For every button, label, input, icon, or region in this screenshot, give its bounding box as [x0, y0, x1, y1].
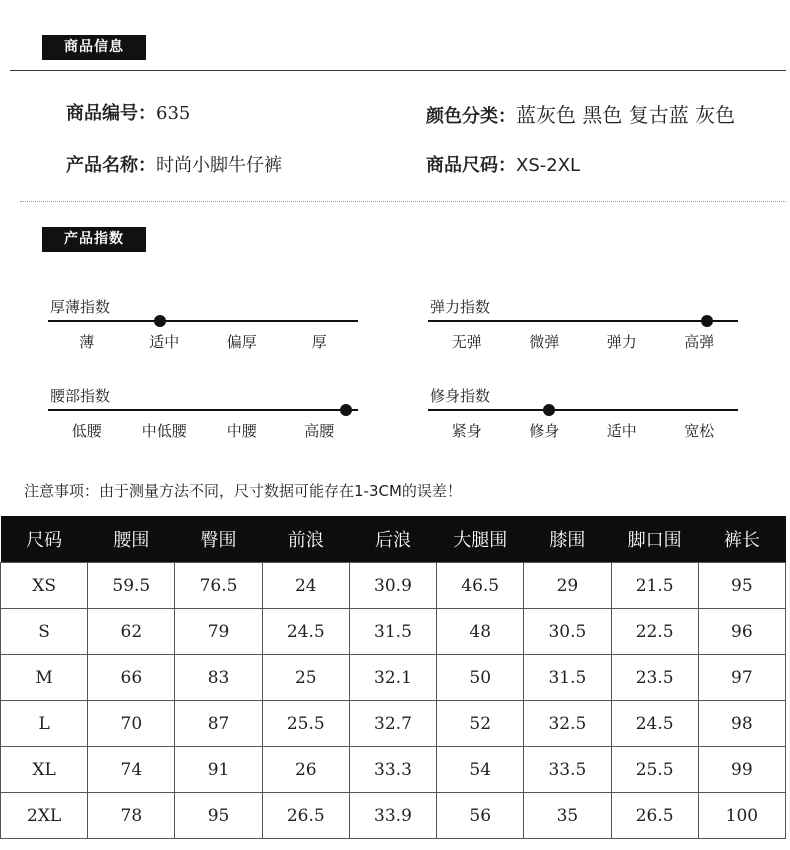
- table-cell: 59.5: [88, 563, 175, 609]
- index-waist-option: 中低腰: [141, 422, 187, 440]
- header-cell: 脚口围: [611, 516, 698, 563]
- table-cell: 56: [437, 793, 524, 839]
- table-cell: XL: [1, 747, 88, 793]
- table-cell: 33.9: [349, 793, 436, 839]
- table-cell: 74: [88, 747, 175, 793]
- index-elasticity-option: 高弹: [684, 333, 715, 351]
- table-cell: 22.5: [611, 609, 698, 655]
- table-cell: 95: [698, 563, 785, 609]
- table-cell: 96: [698, 609, 785, 655]
- table-row: [1, 701, 786, 747]
- section-title-product-index: 产品指数: [42, 227, 146, 252]
- table-cell: 26.5: [262, 793, 349, 839]
- table-cell: 32.1: [349, 655, 436, 701]
- index-thickness-option: 薄: [79, 333, 95, 351]
- index-waist-line: [48, 409, 358, 411]
- table-cell: 25.5: [611, 747, 698, 793]
- table-cell: 24.5: [262, 609, 349, 655]
- table-cell: 30.5: [524, 609, 611, 655]
- index-fit: [428, 385, 738, 445]
- section-title-product-info: 商品信息: [42, 35, 146, 60]
- header-cell: 后浪: [349, 516, 436, 563]
- table-row: [1, 609, 786, 655]
- table-cell: 66: [88, 655, 175, 701]
- index-waist-marker: [340, 404, 352, 416]
- table-cell: 32.5: [524, 701, 611, 747]
- table-cell: 23.5: [611, 655, 698, 701]
- table-cell: 26: [262, 747, 349, 793]
- table-cell: 29: [524, 563, 611, 609]
- index-elasticity-option: 微弹: [529, 333, 560, 351]
- header-cell: 大腿围: [437, 516, 524, 563]
- table-row: [1, 655, 786, 701]
- color-category-label: 颜色分类：: [426, 106, 516, 127]
- index-fit-option: 紧身: [451, 422, 482, 440]
- table-cell: 46.5: [437, 563, 524, 609]
- table-cell: 25.5: [262, 701, 349, 747]
- table-cell: 31.5: [524, 655, 611, 701]
- table-cell: 91: [175, 747, 262, 793]
- product-code-label: 商品编号：: [66, 103, 156, 124]
- table-cell: 83: [175, 655, 262, 701]
- header-cell: 腰围: [88, 516, 175, 563]
- table-row: [1, 563, 786, 609]
- index-fit-option: 宽松: [684, 422, 715, 440]
- index-fit-title: 修身指数: [430, 387, 491, 405]
- table-cell: 24: [262, 563, 349, 609]
- index-elasticity-marker: [701, 315, 713, 327]
- index-elasticity-option: 无弹: [451, 333, 482, 351]
- index-thickness-option: 厚: [311, 333, 327, 351]
- table-cell: 32.7: [349, 701, 436, 747]
- table-cell: 54: [437, 747, 524, 793]
- product-size-value: XS-2XL: [516, 155, 581, 176]
- table-cell: 79: [175, 609, 262, 655]
- index-thickness-line: [48, 320, 358, 322]
- table-cell: L: [1, 701, 88, 747]
- table-cell: 78: [88, 793, 175, 839]
- header-cell: 尺码: [1, 516, 88, 563]
- table-row: [1, 747, 786, 793]
- index-waist-option: 高腰: [304, 422, 335, 440]
- table-cell: 30.9: [349, 563, 436, 609]
- header-cell: 裤长: [698, 516, 785, 563]
- table-row: [1, 793, 786, 839]
- index-elasticity-title: 弹力指数: [430, 298, 491, 316]
- index-fit-marker: [543, 404, 555, 416]
- header-cell: 膝围: [524, 516, 611, 563]
- header-cell: 前浪: [262, 516, 349, 563]
- table-cell: 33.5: [524, 747, 611, 793]
- section-divider: [10, 70, 786, 71]
- index-elasticity-option: 弹力: [606, 333, 637, 351]
- measurement-note: 注意事项：由于测量方法不同，尺寸数据可能存在1-3CM的误差！: [24, 482, 462, 500]
- color-category: [426, 99, 735, 128]
- index-thickness-option: 适中: [149, 333, 180, 351]
- index-elasticity: [428, 296, 738, 356]
- product-size-label: 商品尺码：: [426, 155, 516, 176]
- index-thickness: [48, 296, 358, 356]
- table-cell: XS: [1, 563, 88, 609]
- table-cell: 99: [698, 747, 785, 793]
- product-name-value: 时尚小脚牛仔裤: [156, 155, 282, 176]
- index-waist-option: 低腰: [71, 422, 102, 440]
- table-cell: 24.5: [611, 701, 698, 747]
- product-name: [66, 151, 282, 177]
- color-category-value: 蓝灰色 黑色 复古蓝 灰色: [516, 103, 736, 127]
- index-waist: [48, 385, 358, 445]
- index-elasticity-line: [428, 320, 738, 322]
- table-cell: S: [1, 609, 88, 655]
- index-fit-option: 修身: [529, 422, 560, 440]
- product-code: [66, 99, 190, 125]
- table-cell: 62: [88, 609, 175, 655]
- index-waist-option: 中腰: [226, 422, 257, 440]
- index-fit-line: [428, 409, 738, 411]
- index-thickness-option: 偏厚: [226, 333, 257, 351]
- table-cell: 21.5: [611, 563, 698, 609]
- table-cell: 97: [698, 655, 785, 701]
- header-cell: 臀围: [175, 516, 262, 563]
- table-cell: 70: [88, 701, 175, 747]
- index-fit-option: 适中: [606, 422, 637, 440]
- table-cell: 48: [437, 609, 524, 655]
- table-cell: M: [1, 655, 88, 701]
- table-cell: 33.3: [349, 747, 436, 793]
- table-cell: 87: [175, 701, 262, 747]
- table-cell: 50: [437, 655, 524, 701]
- table-cell: 100: [698, 793, 785, 839]
- index-thickness-title: 厚薄指数: [50, 298, 111, 316]
- table-cell: 95: [175, 793, 262, 839]
- size-table: [0, 516, 786, 839]
- table-cell: 26.5: [611, 793, 698, 839]
- product-name-label: 产品名称：: [66, 155, 156, 176]
- size-table-header: [1, 516, 786, 563]
- index-thickness-marker: [154, 315, 166, 327]
- table-cell: 35: [524, 793, 611, 839]
- table-cell: 98: [698, 701, 785, 747]
- product-size: [426, 151, 580, 177]
- table-cell: 2XL: [1, 793, 88, 839]
- table-cell: 76.5: [175, 563, 262, 609]
- dotted-divider: [20, 201, 786, 202]
- table-cell: 31.5: [349, 609, 436, 655]
- table-cell: 25: [262, 655, 349, 701]
- product-code-value: 635: [156, 103, 191, 124]
- index-waist-title: 腰部指数: [50, 387, 111, 405]
- table-cell: 52: [437, 701, 524, 747]
